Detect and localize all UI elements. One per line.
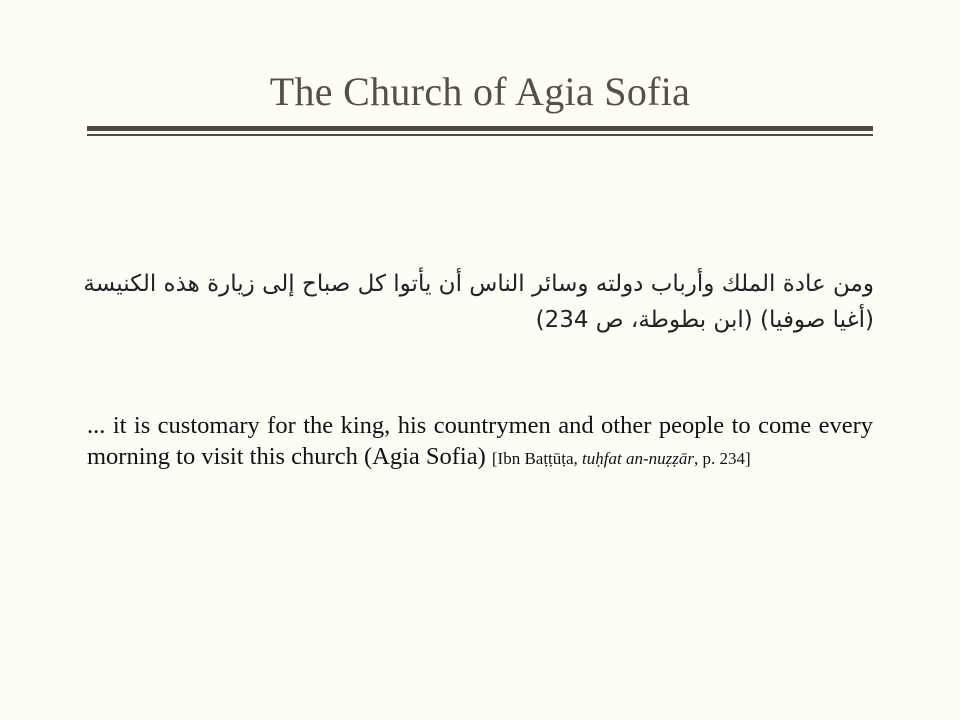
title-rule-thick — [87, 126, 873, 131]
arabic-quote — [83, 266, 874, 338]
citation-close: , p. 234] — [693, 449, 751, 468]
arabic-quote-line-1: ومن عادة الملك وأرباب دولته وسائر الناس أن يأتوا كل صباح إلى زيارة هذه الكنيسة — [83, 271, 874, 297]
citation-open: [Ibn Baṭṭūṭa, — [491, 449, 583, 468]
english-translation — [87, 410, 873, 474]
slide-title: The Church of Agia Sofia — [269, 69, 691, 114]
english-translation-text: ... it is customary for the king, his countrymen and other people to come every morning to visit this church (Agia Sofia) — [87, 412, 873, 470]
citation — [492, 449, 751, 468]
citation-title: tuḥfat an-nuẓẓār — [582, 449, 694, 468]
arabic-quote-line-2: (أغيا صوفيا) (ابن بطوطة، ص 234) — [535, 307, 874, 333]
title-rule-thin — [87, 134, 873, 136]
